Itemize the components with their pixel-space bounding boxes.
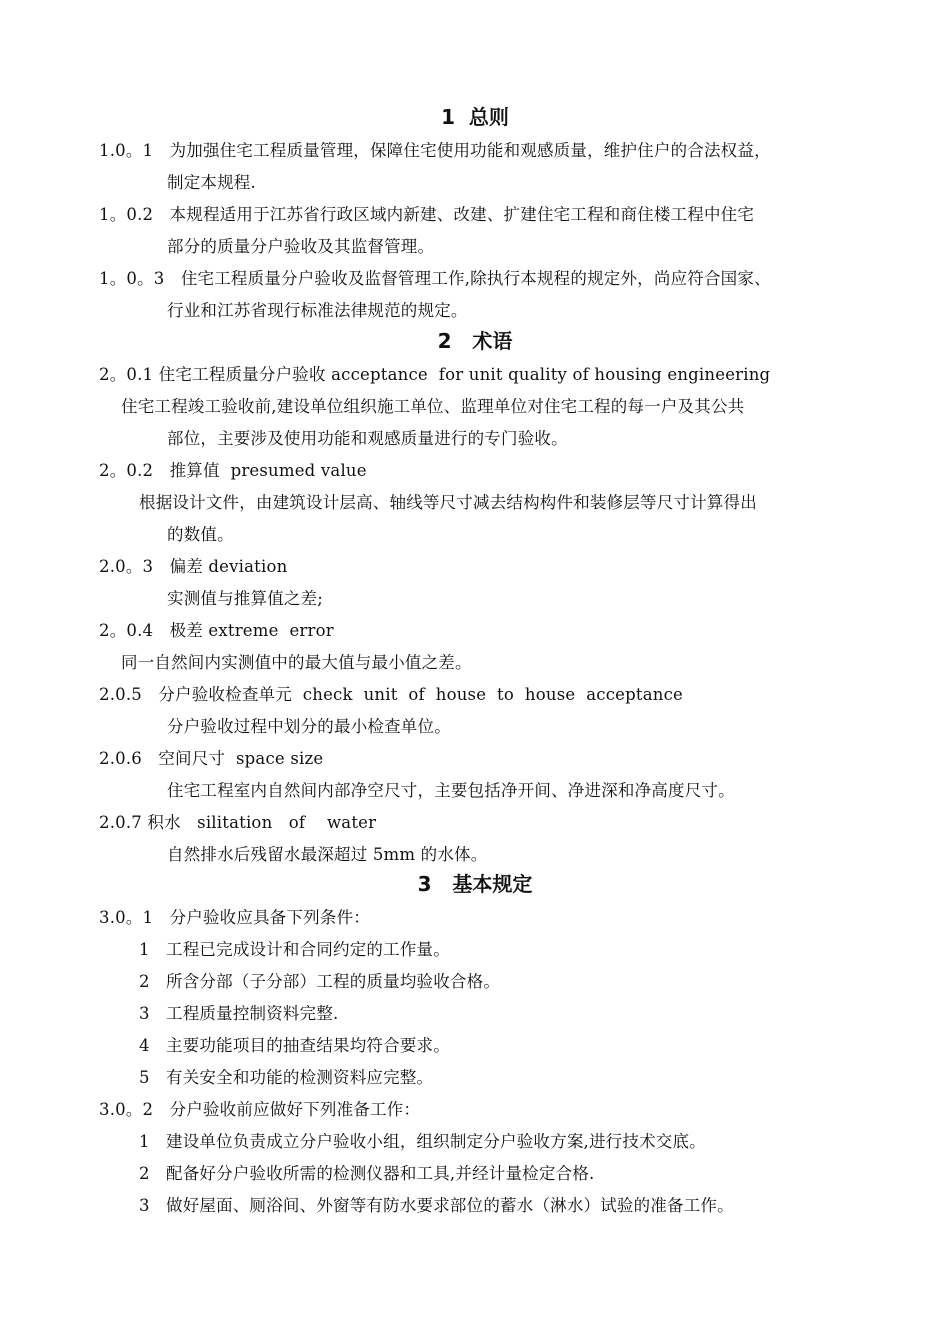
section-heading-basic-rules: 3 基本规定 (417, 872, 533, 896)
section-heading-general: 1 总则 (441, 105, 509, 129)
clause-3-0-1-item-4: 4 主要功能项目的抽查结果均符合要求。 (139, 1036, 450, 1055)
term-2-0-3-def: 实测值与推算值之差; (167, 589, 324, 608)
section-heading-terms: 2 术语 (437, 329, 513, 353)
clause-1-0-2: 1。0.2 本规程适用于江苏省行政区域内新建、改建、扩建住宅工程和商住楼工程中住宅 (99, 205, 755, 224)
clause-3-0-2-item-3: 3 做好屋面、厕浴间、外窗等有防水要求部位的蓄水（淋水）试验的准备工作。 (139, 1196, 734, 1215)
term-2-0-2-def-cont: 的数值。 (167, 525, 234, 544)
clause-3-0-1: 3.0。1 分户验收应具备下列条件： (99, 908, 370, 927)
term-2-0-4-def: 同一自然间内实测值中的最大值与最小值之差。 (121, 653, 472, 672)
clause-1-0-3: 1。0。3 住宅工程质量分户验收及监督管理工作,除执行本规程的规定外，尚应符合国家、 (99, 269, 771, 288)
clause-1-0-1-cont: 制定本规程. (167, 173, 256, 192)
clause-3-0-1-item-3: 3 工程质量控制资料完整. (139, 1004, 339, 1023)
term-2-0-2: 2。0.2 推算值 presumed value (99, 461, 367, 480)
term-2-0-4: 2。0.4 极差 extreme error (99, 621, 334, 640)
clause-1-0-1: 1.0。1 为加强住宅工程质量管理，保障住宅使用功能和观感质量，维护住户的合法权益， (99, 141, 771, 160)
clause-3-0-1-item-2: 2 所含分部（子分部）工程的质量均验收合格。 (139, 972, 501, 991)
clause-3-0-1-item-1: 1 工程已完成设计和合同约定的工作量。 (139, 940, 450, 959)
term-2-0-1: 2。0.1 住宅工程质量分户验收 acceptance for unit quality of housing engineering (99, 365, 771, 384)
term-2-0-3: 2.0。3 偏差 deviation (99, 557, 288, 576)
term-2-0-5: 2.0.5 分户验收检查单元 check unit of house to house acceptance (99, 685, 683, 704)
term-2-0-5-def: 分户验收过程中划分的最小检查单位。 (167, 717, 451, 736)
term-2-0-6-def: 住宅工程室内自然间内部净空尺寸，主要包括净开间、净进深和净高度尺寸。 (167, 781, 735, 800)
clause-3-0-1-item-5: 5 有关安全和功能的检测资料应完整。 (139, 1068, 434, 1087)
clause-3-0-2-item-2: 2 配备好分户验收所需的检测仪器和工具,并经计量检定合格. (139, 1164, 595, 1183)
term-2-0-7-def: 自然排水后残留水最深超过 5mm 的水体。 (167, 845, 488, 864)
term-2-0-1-def-cont: 部位，主要涉及使用功能和观感质量进行的专门验收。 (167, 429, 568, 448)
clause-1-0-3-cont: 行业和江苏省现行标准法律规范的规定。 (167, 301, 468, 320)
clause-3-0-2-item-1: 1 建设单位负责成立分户验收小组，组织制定分户验收方案,进行技术交底。 (139, 1132, 706, 1151)
term-2-0-7: 2.0.7 积水 silitation of water (99, 813, 377, 832)
term-2-0-1-def: 住宅工程竣工验收前,建设单位组织施工单位、监理单位对住宅工程的每一户及其公共 (121, 397, 745, 416)
term-2-0-2-def: 根据设计文件，由建筑设计层高、轴线等尺寸减去结构构件和装修层等尺寸计算得出 (139, 493, 757, 512)
clause-1-0-2-cont: 部分的质量分户验收及其监督管理。 (167, 237, 435, 256)
term-2-0-6: 2.0.6 空间尺寸 space size (99, 749, 324, 768)
clause-3-0-2: 3.0。2 分户验收前应做好下列准备工作： (99, 1100, 421, 1119)
